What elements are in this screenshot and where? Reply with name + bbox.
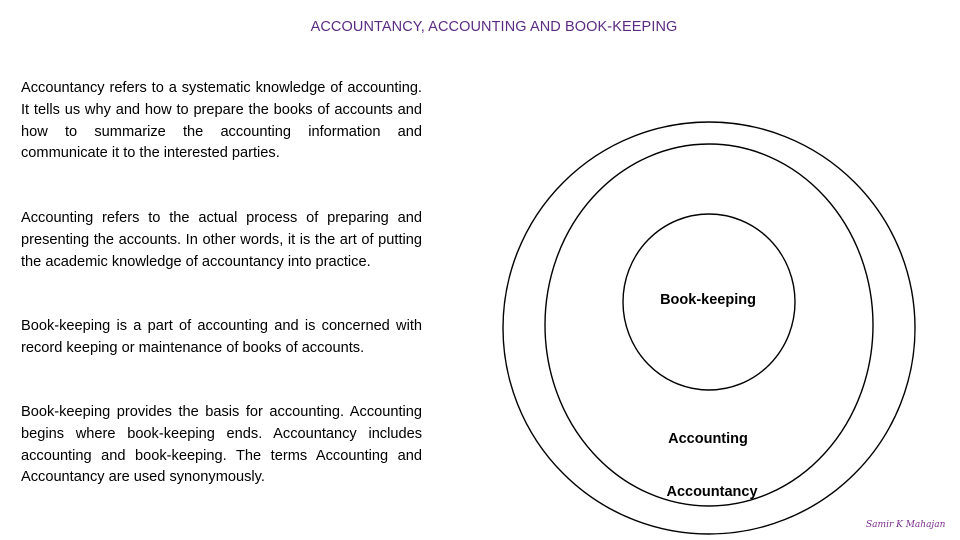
page-title: ACCOUNTANCY, ACCOUNTING AND BOOK-KEEPING bbox=[310, 19, 678, 35]
accounting-definition: Accounting refers to the actual process of preparing and presenting the accounts. In other words, it is the art of putting the academic knowledge of accountancy into practice. bbox=[21, 210, 422, 270]
bookkeeping-definition: Book-keeping is a part of accounting and is concerned with record keeping or maintenance of books of accounts. bbox=[21, 318, 422, 356]
accountancy-label: Accountancy bbox=[666, 484, 758, 500]
accounting-label: Accounting bbox=[668, 431, 748, 447]
middle-circle-accounting bbox=[545, 144, 873, 506]
outer-circle-accountancy bbox=[503, 122, 915, 534]
accountancy-definition: Accountancy refers to a systematic knowledge of accounting. It tells us why and how to prepare the books of accounts and how to summarize the accounting information and communicate it to the interested parties. bbox=[21, 80, 422, 162]
bookkeeping-label: Book-keeping bbox=[660, 292, 756, 308]
author-signature: Samir K Mahajan bbox=[866, 520, 946, 530]
relationship-summary: Book-keeping provides the basis for accounting. Accounting begins where book-keeping ends. Accountancy includes accounting and book-keeping. The terms Accounting and Accountancy are used synonymously. bbox=[21, 404, 422, 486]
